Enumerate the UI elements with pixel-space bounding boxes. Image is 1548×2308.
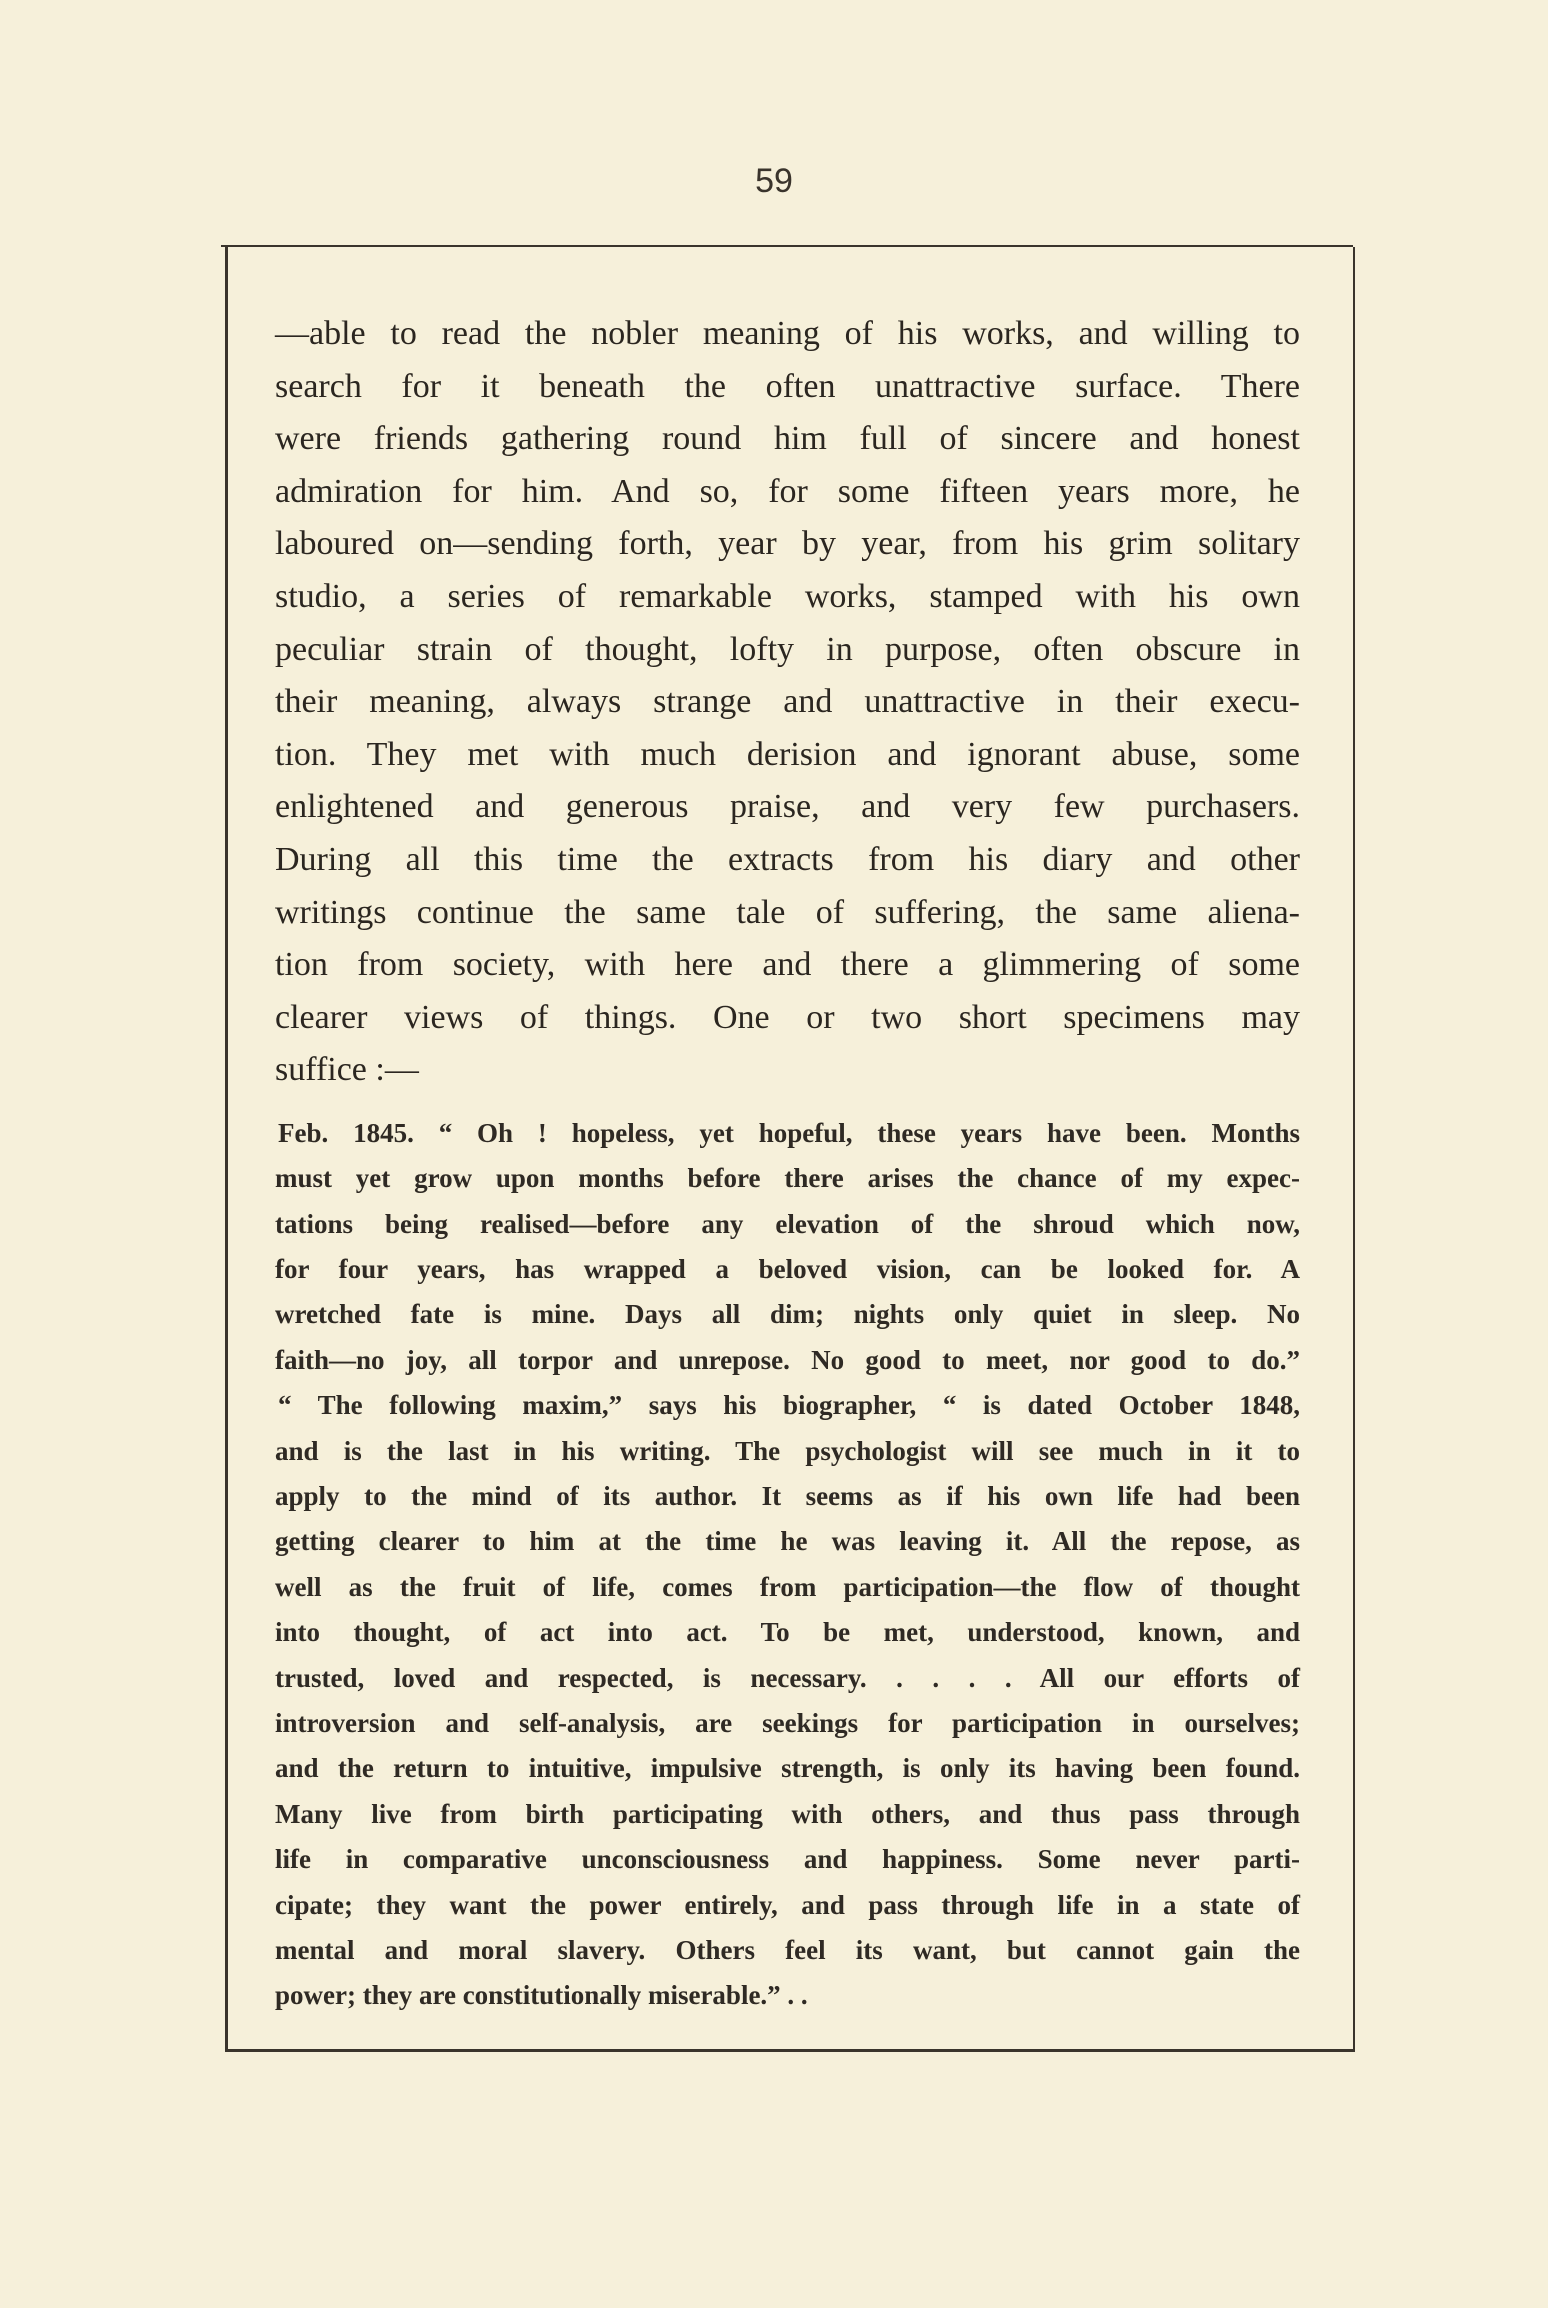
frame-right-border — [1353, 247, 1355, 2052]
body-line: peculiar strain of thought, lofty in purpose, often obscure in — [275, 630, 1300, 668]
quote-line: and is the last in his writing. The psychologist will see much in it to — [275, 1435, 1300, 1466]
body-line: suffice :— — [275, 1051, 419, 1089]
top-rule — [221, 245, 1353, 247]
quote-line: power; they are constitutionally miserable.” . . — [275, 1980, 808, 2011]
quote-line: introversion and self-analysis, are seekings for participation in ourselves; — [275, 1707, 1300, 1738]
frame-left-border — [225, 247, 228, 2052]
page-number: 59 — [755, 162, 793, 200]
main-paragraph — [275, 308, 1300, 1097]
body-line: tion from society, with here and there a glimmering of some — [275, 946, 1300, 984]
body-line: studio, a series of remarkable works, stamped with his own — [275, 577, 1300, 615]
quote-line: wretched fate is mine. Days all dim; nights only quiet in sleep. No — [275, 1299, 1300, 1330]
body-line: were friends gathering round him full of sincere and honest — [275, 420, 1300, 458]
bottom-rule — [225, 2049, 1355, 2052]
quote-line: into thought, of act into act. To be met, understood, known, and — [275, 1617, 1300, 1648]
quote-line: apply to the mind of its author. It seems as if his own life had been — [275, 1481, 1300, 1512]
body-line: search for it beneath the often unattractive surface. There — [275, 367, 1300, 405]
quote-line: getting clearer to him at the time he was leaving it. All the repose, as — [275, 1526, 1300, 1557]
body-line: During all this time the extracts from his diary and other — [275, 840, 1300, 878]
body-line: writings continue the same tale of suffering, the same aliena- — [275, 893, 1300, 931]
quote-line: must yet grow upon months before there arises the chance of my expec- — [275, 1163, 1300, 1194]
body-line: laboured on—sending forth, year by year, from his grim solitary — [275, 525, 1300, 563]
body-line: enlightened and generous praise, and very few purchasers. — [275, 788, 1300, 826]
quote-line: life in comparative unconsciousness and happiness. Some never parti- — [275, 1844, 1300, 1875]
quote-line: Feb. 1845. “ Oh ! hopeless, yet hopeful, these years have been. Months — [278, 1117, 1300, 1148]
quote-line: for four years, has wrapped a beloved vision, can be looked for. A — [275, 1254, 1300, 1285]
quote-line: cipate; they want the power entirely, and pass through life in a state of — [275, 1889, 1300, 1920]
quote-line: mental and moral slavery. Others feel its want, but cannot gain the — [275, 1934, 1300, 1965]
quote-line: Many live from birth participating with others, and thus pass through — [275, 1798, 1300, 1829]
quote-line: trusted, loved and respected, is necessary. . . . . All our efforts of — [275, 1662, 1300, 1693]
body-line: admiration for him. And so, for some fifteen years more, he — [275, 472, 1300, 510]
text-block — [275, 308, 1300, 2019]
quote-line: “ The following maxim,” says his biographer, “ is dated October 1848, — [278, 1390, 1300, 1421]
quote-line: well as the fruit of life, comes from participation—the flow of thought — [275, 1571, 1300, 1602]
body-line: tion. They met with much derision and ignorant abuse, some — [275, 735, 1300, 773]
quote-line: and the return to intuitive, impulsive strength, is only its having been found. — [275, 1753, 1300, 1784]
body-line: —able to read the nobler meaning of his works, and willing to — [275, 315, 1300, 352]
quote-line: tations being realised—before any elevation of the shroud which now, — [275, 1208, 1300, 1239]
quoted-extract — [275, 1111, 1300, 2019]
body-line: clearer views of things. One or two short specimens may — [275, 998, 1300, 1036]
body-line: their meaning, always strange and unattractive in their execu- — [275, 683, 1300, 721]
quote-line: faith—no joy, all torpor and unrepose. No good to meet, nor good to do.” — [275, 1344, 1300, 1375]
